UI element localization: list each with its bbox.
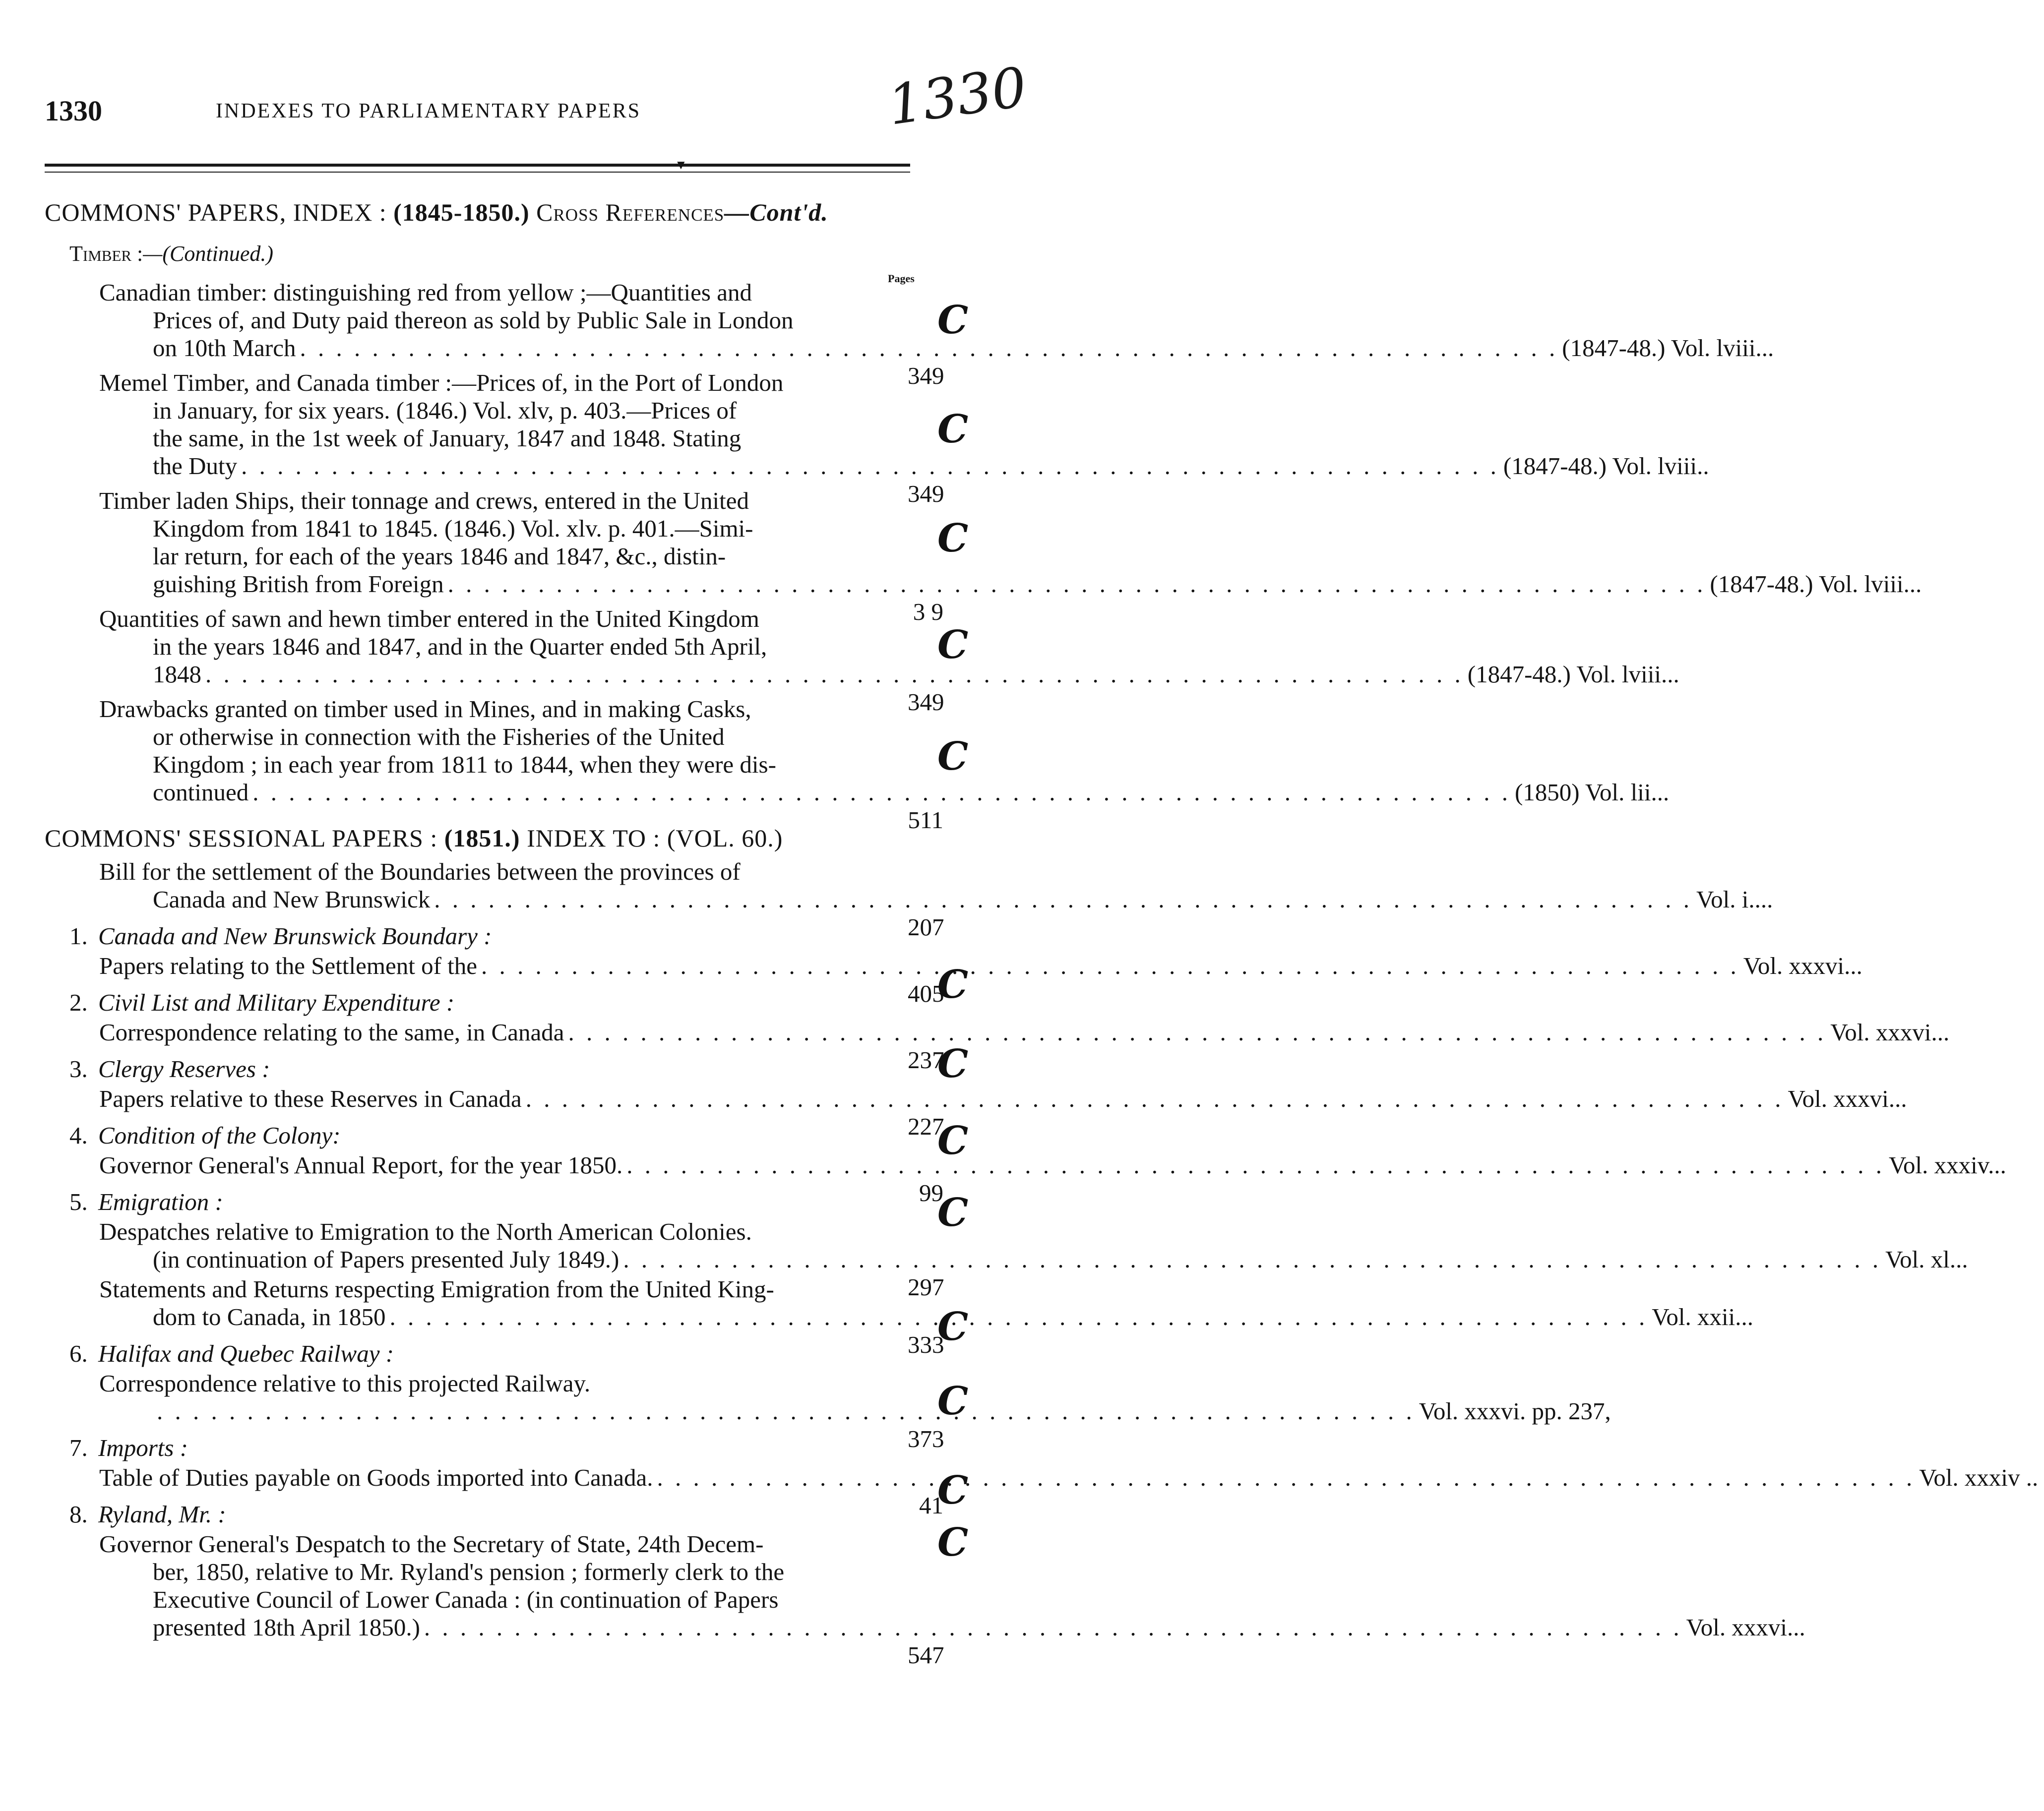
page-reference: 373 — [908, 1425, 944, 1452]
page-reference: 237 — [908, 1046, 944, 1074]
item-number: 2. — [69, 989, 88, 1016]
dot-leader — [390, 1303, 1648, 1331]
running-head — [45, 55, 1031, 139]
entry-line: ber, 1850, relative to Mr. Ryland's pension ; formerly clerk to the — [153, 1558, 785, 1585]
entry-line: Bill for the settlement of the Boundaries between the provinces of — [99, 858, 741, 885]
dot-leader — [424, 1614, 1682, 1641]
entry-last-line — [99, 570, 1922, 598]
entry-line: lar return, for each of the years 1846 and 1847, &c., distin- — [153, 543, 726, 570]
item-title: Imports : — [98, 1434, 188, 1461]
entry-lead-text: Canada and New Brunswick — [153, 886, 431, 913]
entry-line: the same, in the 1st week of January, 1847 and 1848. Stating — [153, 424, 742, 452]
item-title: Ryland, Mr. : — [98, 1501, 226, 1528]
item-number: 5. — [69, 1188, 88, 1215]
margin-mark: C — [937, 622, 969, 667]
entry-line: or otherwise in connection with the Fisheries of the United — [153, 723, 725, 750]
dot-leader — [626, 1151, 1885, 1179]
item-heading — [69, 1434, 918, 1462]
item-title: Civil List and Military Expenditure : — [98, 989, 455, 1016]
header-rule-bottom — [45, 172, 910, 173]
volume-reference: Vol. xxxvi... — [1830, 1019, 1950, 1046]
entry-lead-text: Table of Duties payable on Goods imported into Canada. — [99, 1464, 653, 1491]
dot-leader — [623, 1246, 1881, 1273]
margin-mark: C — [937, 1520, 969, 1565]
margin-mark: C — [937, 734, 969, 779]
entry-last-line — [99, 886, 1773, 913]
dot-leader — [434, 886, 1692, 913]
volume-reference: (1847-48.) Vol. lviii... — [1562, 334, 1774, 362]
item-number: 1. — [69, 922, 88, 950]
entry-lead-text: (in continuation of Papers presented July 1849.) — [153, 1246, 619, 1273]
entry-lead-text: 1848 — [153, 661, 201, 688]
dot-leader — [448, 570, 1706, 598]
margin-mark: C — [937, 516, 969, 561]
volume-reference: Vol. xxxvi... — [1743, 952, 1862, 979]
item-title: Halifax and Quebec Railway : — [98, 1340, 394, 1367]
volume-reference: (1847-48.) Vol. lviii... — [1467, 661, 1679, 688]
entry-line: in the years 1846 and 1847, and in the Quarter ended 5th April, — [153, 633, 767, 660]
page-number: 1330 — [45, 95, 102, 127]
dot-leader — [526, 1085, 1784, 1113]
entry-last-line — [99, 1151, 2006, 1179]
volume-reference: Vol. xxxiv .. — [1919, 1464, 2039, 1491]
item-title: Emigration : — [98, 1188, 223, 1215]
item-title: Canada and New Brunswick Boundary : — [98, 922, 492, 950]
entry-line: Despatches relative to Emigration to the North American Colonies. — [99, 1218, 752, 1245]
page-reference: 349 — [908, 362, 944, 389]
margin-mark: C — [937, 1379, 969, 1424]
rule-ornament: ▼ — [675, 158, 687, 172]
entry-lead-text: continued — [153, 779, 249, 806]
entry-last-line — [99, 1085, 1907, 1113]
dot-leader — [205, 661, 1464, 688]
page-reference: 3 9 — [913, 598, 943, 625]
section-heading-commons-papers: COMMONS' PAPERS, INDEX : (1845-1850.) Cross References—Cont'd. — [45, 198, 828, 226]
page-reference: 333 — [908, 1331, 944, 1358]
margin-mark: C — [937, 1118, 969, 1163]
running-title: INDEXES TO PARLIAMENTARY PAPERS — [216, 100, 641, 122]
entry-lead-text: Papers relative to these Reserves in Canada — [99, 1085, 522, 1112]
item-number: 8. — [69, 1501, 88, 1528]
entry-line: Drawbacks granted on timber used in Mines, and in making Casks, — [99, 695, 751, 723]
entry-last-line — [99, 1246, 1968, 1273]
item-number: 3. — [69, 1055, 88, 1083]
entry-last-line — [99, 661, 1679, 688]
item-number: 4. — [69, 1122, 88, 1149]
item-heading — [69, 1055, 918, 1083]
page-reference: 227 — [908, 1113, 944, 1140]
item-heading — [69, 1188, 918, 1216]
entry-lead-text: guishing British from Foreign — [153, 570, 444, 598]
entry-last-line — [99, 1303, 1753, 1331]
dot-leader — [252, 779, 1511, 806]
entry-lead-text: Papers relating to the Settlement of the — [99, 952, 478, 979]
dot-leader — [157, 1397, 1415, 1425]
item-heading — [69, 1122, 918, 1149]
entry-last-line — [99, 779, 1670, 806]
item-title: Condition of the Colony: — [98, 1122, 341, 1149]
entry-last-line — [99, 1614, 1805, 1641]
page-reference: 547 — [908, 1641, 944, 1669]
section-heading-sessional-papers: COMMONS' SESSIONAL PAPERS : (1851.) INDEX TO : (VOL. 60.) — [45, 824, 783, 852]
page-reference: 349 — [908, 688, 944, 716]
page-reference: 349 — [908, 480, 944, 507]
entry-line: in January, for six years. (1846.) Vol. xlv, p. 403.—Prices of — [153, 397, 737, 424]
entry-line: Correspondence relative to this projected Railway. — [99, 1370, 591, 1397]
entry-lead-text: dom to Canada, in 1850 — [153, 1303, 386, 1330]
page-reference: 99 — [919, 1179, 943, 1207]
volume-reference: Vol. xxxvi... — [1788, 1085, 1907, 1112]
volume-reference: Vol. xl... — [1885, 1246, 1968, 1273]
volume-reference: (1850) Vol. lii... — [1514, 779, 1670, 806]
margin-mark: C — [937, 407, 969, 452]
item-heading — [69, 1501, 918, 1528]
header-rule-top — [45, 164, 910, 167]
margin-mark: C — [937, 1304, 969, 1349]
dot-leader — [568, 1019, 1826, 1046]
dot-leader — [657, 1464, 1916, 1492]
margin-mark: C — [937, 962, 969, 1007]
volume-reference: (1847-48.) Vol. lviii.. — [1503, 452, 1709, 480]
dot-leader — [300, 334, 1558, 362]
item-heading — [69, 922, 918, 950]
entry-lead-text: on 10th March — [153, 334, 296, 362]
page-reference: 41 — [919, 1492, 943, 1519]
dot-leader — [481, 952, 1739, 980]
entry-line: Canadian timber: distinguishing red from yellow ;—Quantities and — [99, 279, 752, 306]
margin-mark: C — [937, 1190, 969, 1235]
entry-line: Governor General's Despatch to the Secretary of State, 24th Decem- — [99, 1530, 764, 1558]
entry-line: Kingdom from 1841 to 1845. (1846.) Vol. xlv. p. 401.—Simi- — [153, 515, 753, 542]
entry-last-line — [99, 1464, 2039, 1492]
pages-column-label: Pages — [888, 272, 915, 285]
volume-reference: Vol. xxii... — [1652, 1303, 1753, 1330]
margin-mark: C — [937, 298, 969, 343]
entry-last-line — [99, 1019, 1950, 1046]
subheading-timber: Timber :—(Continued.) — [69, 241, 274, 266]
entry-line: Quantities of sawn and hewn timber entered in the United Kingdom — [99, 605, 759, 632]
index-content — [45, 198, 2039, 1669]
entry-last-line — [99, 1397, 1611, 1425]
handwritten-page-number: 1330 — [884, 55, 1031, 137]
item-number: 7. — [69, 1434, 88, 1461]
entry-line: Prices of, and Duty paid thereon as sold by Public Sale in London — [153, 306, 794, 334]
volume-reference: Vol. xxxvi. pp. 237, — [1419, 1397, 1611, 1425]
page-reference: 511 — [908, 806, 943, 834]
entry-lead-text: the Duty — [153, 452, 238, 480]
margin-mark: C — [937, 1468, 969, 1513]
entry-last-line — [99, 334, 1774, 362]
entry-last-line — [99, 952, 1862, 980]
entry-lead-text: presented 18th April 1850.) — [153, 1614, 420, 1641]
volume-reference: Vol. xxxvi... — [1686, 1614, 1805, 1641]
item-heading — [69, 989, 918, 1017]
index-entry — [99, 1530, 1805, 1669]
margin-mark: C — [937, 1041, 969, 1087]
entry-lead-text: Correspondence relating to the same, in Canada — [99, 1019, 564, 1046]
dot-leader — [241, 452, 1499, 480]
item-number: 6. — [69, 1340, 88, 1367]
section1-entry-list — [45, 279, 1922, 834]
volume-reference: (1847-48.) Vol. lviii... — [1710, 570, 1922, 598]
page-reference: 207 — [908, 913, 944, 941]
entry-line: Executive Council of Lower Canada : (in continuation of Papers — [153, 1586, 779, 1613]
entry-line: Timber laden Ships, their tonnage and crews, entered in the United — [99, 487, 749, 514]
page-reference: 405 — [908, 980, 944, 1007]
entry-line: Statements and Returns respecting Emigration from the United King- — [99, 1275, 774, 1303]
item-title: Clergy Reserves : — [98, 1055, 270, 1083]
volume-reference: Vol. xxxiv... — [1888, 1151, 2006, 1179]
page-reference: 297 — [908, 1273, 944, 1301]
item-heading — [69, 1340, 918, 1368]
entry-last-line — [99, 452, 1709, 480]
entry-line: Memel Timber, and Canada timber :—Prices of, in the Port of London — [99, 369, 784, 396]
entry-line: Kingdom ; in each year from 1811 to 1844, when they were dis- — [153, 751, 776, 778]
volume-reference: Vol. i.... — [1696, 886, 1773, 913]
entry-lead-text: Governor General's Annual Report, for the year 1850. — [99, 1151, 623, 1179]
